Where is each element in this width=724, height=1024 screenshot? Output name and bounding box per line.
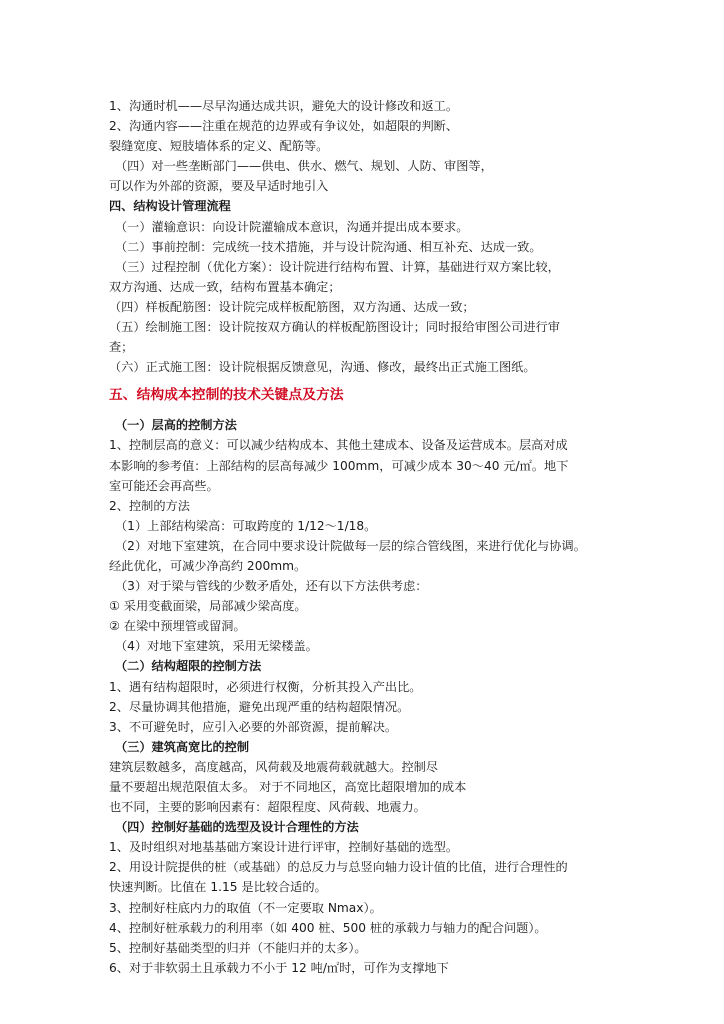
intro-block [109, 96, 629, 196]
text-line: 1、沟通时机——尽早沟通达成共识，避免大的设计修改和返工。 [109, 99, 459, 113]
text-line: 查； [109, 340, 134, 355]
text-line: 2、沟通内容——注重在规范的边界或有争议处，如超限的判断、 [109, 119, 459, 134]
text-line: 6、对于非软弱土且承载力不小于 12 吨/㎡时，可作为支撑地下 [109, 960, 449, 975]
text-line: 建筑层数越多，高度越高，风荷载及地震荷载就越大。控制尽 [109, 759, 439, 774]
text-line: 裂缝宽度、短肢墙体系的定义、配筋等。 [109, 139, 329, 154]
subsection-heading: （三）建筑高宽比的控制 [115, 739, 250, 754]
subsection-3-block [109, 757, 629, 817]
text-line: 2、控制的方法 [109, 498, 190, 513]
subsection-4-block [109, 837, 629, 978]
text-line: ① 采用变截面梁，局部减少梁高度。 [109, 599, 307, 614]
text-line: （2）对地下室建筑，在合同中要求设计院做每一层的综合管线图，来进行优化与协调。 [115, 538, 586, 553]
text-line: 室可能还会再高些。 [109, 478, 219, 493]
text-line: 2、用设计院提供的桩（或基础）的总反力与总竖向轴力设计值的比值，进行合理性的 [109, 860, 568, 875]
text-line: （三）过程控制（优化方案）：设计院进行结构布置、计算，基础进行双方案比较， [115, 259, 560, 274]
text-line: 1、控制层高的意义：可以减少结构成本、其他土建成本、设备及运营成本。层高对成 [109, 438, 568, 453]
text-line: 2、尽量协调其他措施，避免出现严重的结构超限情况。 [109, 699, 410, 714]
section-4-block [109, 217, 629, 378]
text-line: （六）正式施工图：设计院根据反馈意见，沟通、修改，最终出正式施工图纸。 [109, 360, 536, 375]
text-line: （1）上部结构梁高：可取跨度的 1/12～1/18。 [115, 518, 377, 533]
text-line: 1、遇有结构超限时，必须进行权衡，分析其投入产出比。 [109, 679, 422, 694]
section-4-heading: 四、结构设计管理流程 [109, 199, 231, 214]
text-line: 3、控制好柱底内力的取值（不一定要取 Nmax）。 [109, 900, 382, 915]
text-line: 可以作为外部的资源，要及早适时地引入 [109, 179, 329, 194]
subsection-heading: （二）结构超限的控制方法 [115, 659, 262, 674]
text-line: 量不要超出规范限值太多。 对于不同地区，高宽比超限增加的成本 [109, 780, 467, 794]
text-line: （四）对一些垄断部门——供电、供水、燃气、规划、人防、审图等， [115, 159, 493, 174]
text-line: （五）绘制施工图：设计院按双方确认的样板配筋图设计；同时报给审图公司进行审 [109, 320, 560, 335]
text-line: 3、不可避免时，应引入必要的外部资源，提前解决。 [109, 719, 398, 734]
text-line: （4）对地下室建筑，采用无梁楼盖。 [115, 639, 318, 654]
text-line: （二）事前控制：完成统一技术措施，并与设计院沟通、相互补充、达成一致。 [115, 239, 542, 254]
subsection-heading: （四）控制好基础的选型及设计合理性的方法 [115, 820, 359, 835]
subsection-1-block [109, 435, 629, 656]
text-line: 5、控制好基础类型的归并（不能归并的太多）。 [109, 940, 367, 955]
subsection-2-block [109, 677, 629, 737]
section-5-heading: 五、结构成本控制的技术关键点及方法 [109, 387, 344, 404]
text-line: （3）对于梁与管线的少数矛盾处，还有以下方法供考虑： [115, 579, 428, 594]
text-line: 本影响的参考值：上部结构的层高每减少 100mm，可减少成本 30～40 元/㎡。地下 [109, 458, 569, 473]
text-line: 经此优化，可减少净高约 200mm。 [109, 558, 307, 573]
text-line: 也不同，主要的影响因素有：超限程度、风荷载、地震力。 [109, 800, 426, 815]
text-line: （一）灌输意识：向设计院灌输成本意识，沟通并提出成本要求。 [115, 219, 469, 234]
subsection-heading: （一）层高的控制方法 [115, 418, 237, 433]
text-line: 1、及时组织对地基基础方案设计进行评审，控制好基础的选型。 [109, 840, 459, 855]
text-line: 4、控制好桩承载力的利用率（如 400 桩、500 桩的承载力与轴力的配合问题）。 [109, 920, 547, 935]
document-page [109, 96, 629, 978]
text-line: ② 在梁中预埋管或留洞。 [109, 619, 246, 634]
text-line: 快速判断。比值在 1.15 是比较合适的。 [109, 880, 327, 895]
text-line: 双方沟通、达成一致，结构布置基本确定； [109, 279, 341, 294]
text-line: （四）样板配筋图：设计院完成样板配筋图，双方沟通、达成一致； [109, 299, 475, 314]
